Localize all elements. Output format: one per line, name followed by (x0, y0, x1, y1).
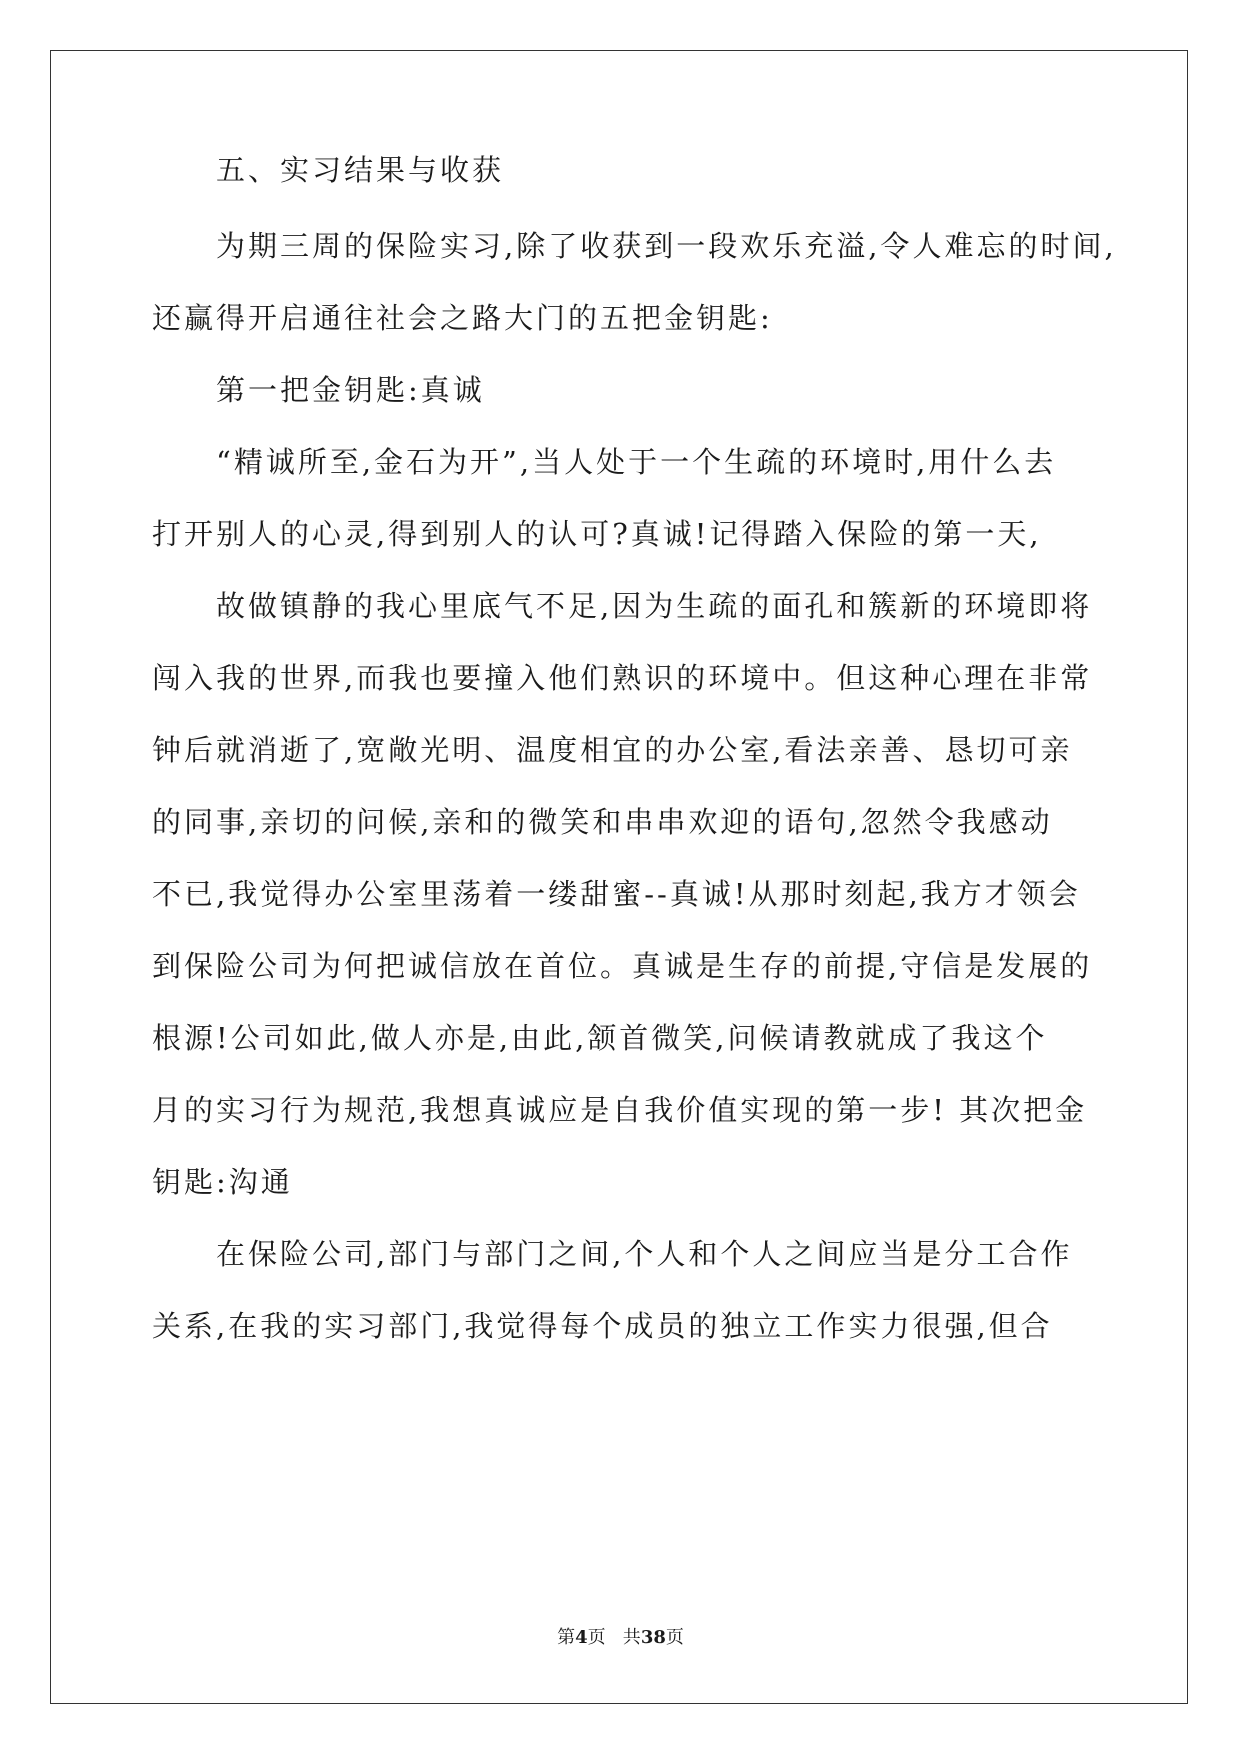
text-line: 不已,我觉得办公室里荡着一缕甜蜜--真诚!从那时刻起,我方才领会 (152, 877, 1081, 911)
text-line: 关系,在我的实习部门,我觉得每个成员的独立工作实力很强,但合 (152, 1309, 1053, 1343)
text-line: 钥匙:沟通 (152, 1165, 293, 1199)
text-line: 到保险公司为何把诚信放在首位。真诚是生存的前提,守信是发展的 (152, 949, 1093, 983)
text-line: 月的实习行为规范,我想真诚应是自我价值实现的第一步! 其次把金 (152, 1093, 1088, 1127)
footer-suffix: 页 (665, 1627, 684, 1648)
total-page-count: 38 (640, 1627, 666, 1648)
text-line: 钟后就消逝了,宽敞光明、温度相宜的办公室,看法亲善、恳切可亲 (152, 733, 1073, 767)
text-line: 在保险公司,部门与部门之间,个人和个人之间应当是分工合作 (216, 1237, 1073, 1271)
text-line: 打开别人的心灵,得到别人的认可?真诚!记得踏入保险的第一天, (152, 517, 1042, 551)
footer-middle: 页 共 (587, 1627, 641, 1648)
text-line: 为期三周的保险实习,除了收获到一段欢乐充溢,令人难忘的时间, (216, 229, 1117, 263)
footer-prefix: 第 (557, 1627, 576, 1648)
text-line: 闯入我的世界,而我也要撞入他们熟识的环境中。但这种心理在非常 (152, 661, 1093, 695)
text-line: 根源!公司如此,做人亦是,由此,颔首微笑,问候请教就成了我这个 (152, 1021, 1048, 1055)
text-line: 还赢得开启通往社会之路大门的五把金钥匙: (152, 301, 773, 335)
page-footer (0, 1626, 1241, 1650)
section-heading: 五、实习结果与收获 (216, 153, 505, 187)
text-line: “精诚所至,金石为开”,当人处于一个生疏的环境时,用什么去 (216, 445, 1057, 479)
current-page-number: 4 (575, 1627, 588, 1648)
text-line: 故做镇静的我心里底气不足,因为生疏的面孔和簇新的环境即将 (216, 589, 1093, 623)
subheading-line: 第一把金钥匙:真诚 (216, 373, 485, 407)
text-line: 的同事,亲切的问候,亲和的微笑和串串欢迎的语句,忽然令我感动 (152, 805, 1053, 839)
